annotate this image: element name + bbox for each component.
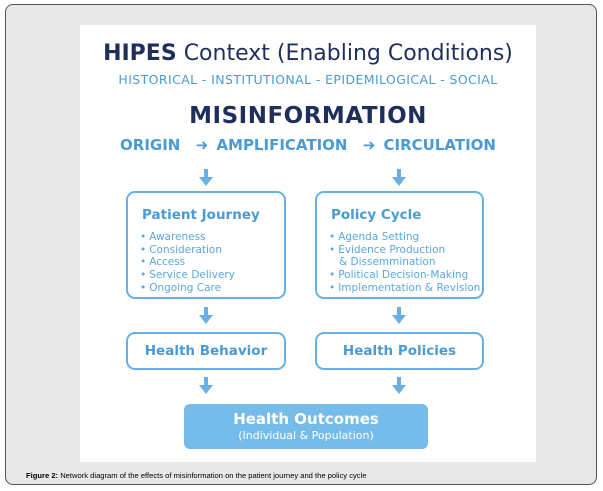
list-item: • Agenda Setting (329, 231, 480, 244)
health-behavior-box (126, 332, 286, 370)
caption-label: Figure 2: (26, 471, 59, 480)
policy-cycle-box (315, 191, 484, 299)
arrow-down-icon (392, 169, 406, 186)
patient-journey-title: Patient Journey (142, 207, 260, 223)
list-item: • Service Delivery (140, 269, 235, 282)
arrow-right-icon: ➜ (362, 136, 376, 154)
health-policies-box (315, 332, 484, 370)
caption-text: Network diagram of the effects of misinformation on the patient journey and the policy cycle (60, 471, 367, 480)
diagram-panel (80, 25, 536, 462)
stage-amplification: AMPLIFICATION (216, 136, 348, 154)
arrow-right-icon: ➜ (195, 136, 209, 154)
health-outcomes-subtitle: (Individual & Population) (238, 429, 374, 442)
misinformation-heading: MISINFORMATION (189, 103, 427, 129)
health-outcomes-box (184, 404, 428, 449)
title-acronym: HIPES (103, 41, 177, 66)
health-behavior-label: Health Behavior (144, 343, 268, 359)
list-item: • Consideration (140, 244, 235, 257)
stage-circulation: CIRCULATION (383, 136, 496, 154)
stage-origin: ORIGIN (120, 136, 181, 154)
arrow-down-icon (392, 307, 406, 324)
patient-journey-list (140, 231, 235, 295)
list-item: • Awareness (140, 231, 235, 244)
list-item: • Ongoing Care (140, 282, 235, 295)
list-item: • Political Decision-Making (329, 269, 480, 282)
policy-cycle-list (329, 231, 480, 295)
figure-caption (26, 471, 367, 480)
list-item: • Evidence Production (329, 244, 480, 257)
health-policies-label: Health Policies (342, 343, 457, 359)
health-outcomes-title: Health Outcomes (233, 410, 379, 428)
list-item: & Dissemmination (339, 256, 436, 269)
arrow-down-icon (199, 169, 213, 186)
title-text: Context (Enabling Conditions) (183, 41, 513, 66)
arrow-down-icon (199, 307, 213, 324)
context-subtitle: HISTORICAL - INSTITUTIONAL - EPIDEMILOGICAL - SOCIAL (118, 72, 498, 87)
policy-cycle-title: Policy Cycle (331, 207, 422, 223)
list-item: • Access (140, 256, 235, 269)
list-item: • Implementation & Revision (329, 282, 480, 295)
arrow-down-icon (199, 377, 213, 394)
patient-journey-box (126, 191, 286, 299)
figure-frame (5, 4, 597, 485)
arrow-down-icon (392, 377, 406, 394)
